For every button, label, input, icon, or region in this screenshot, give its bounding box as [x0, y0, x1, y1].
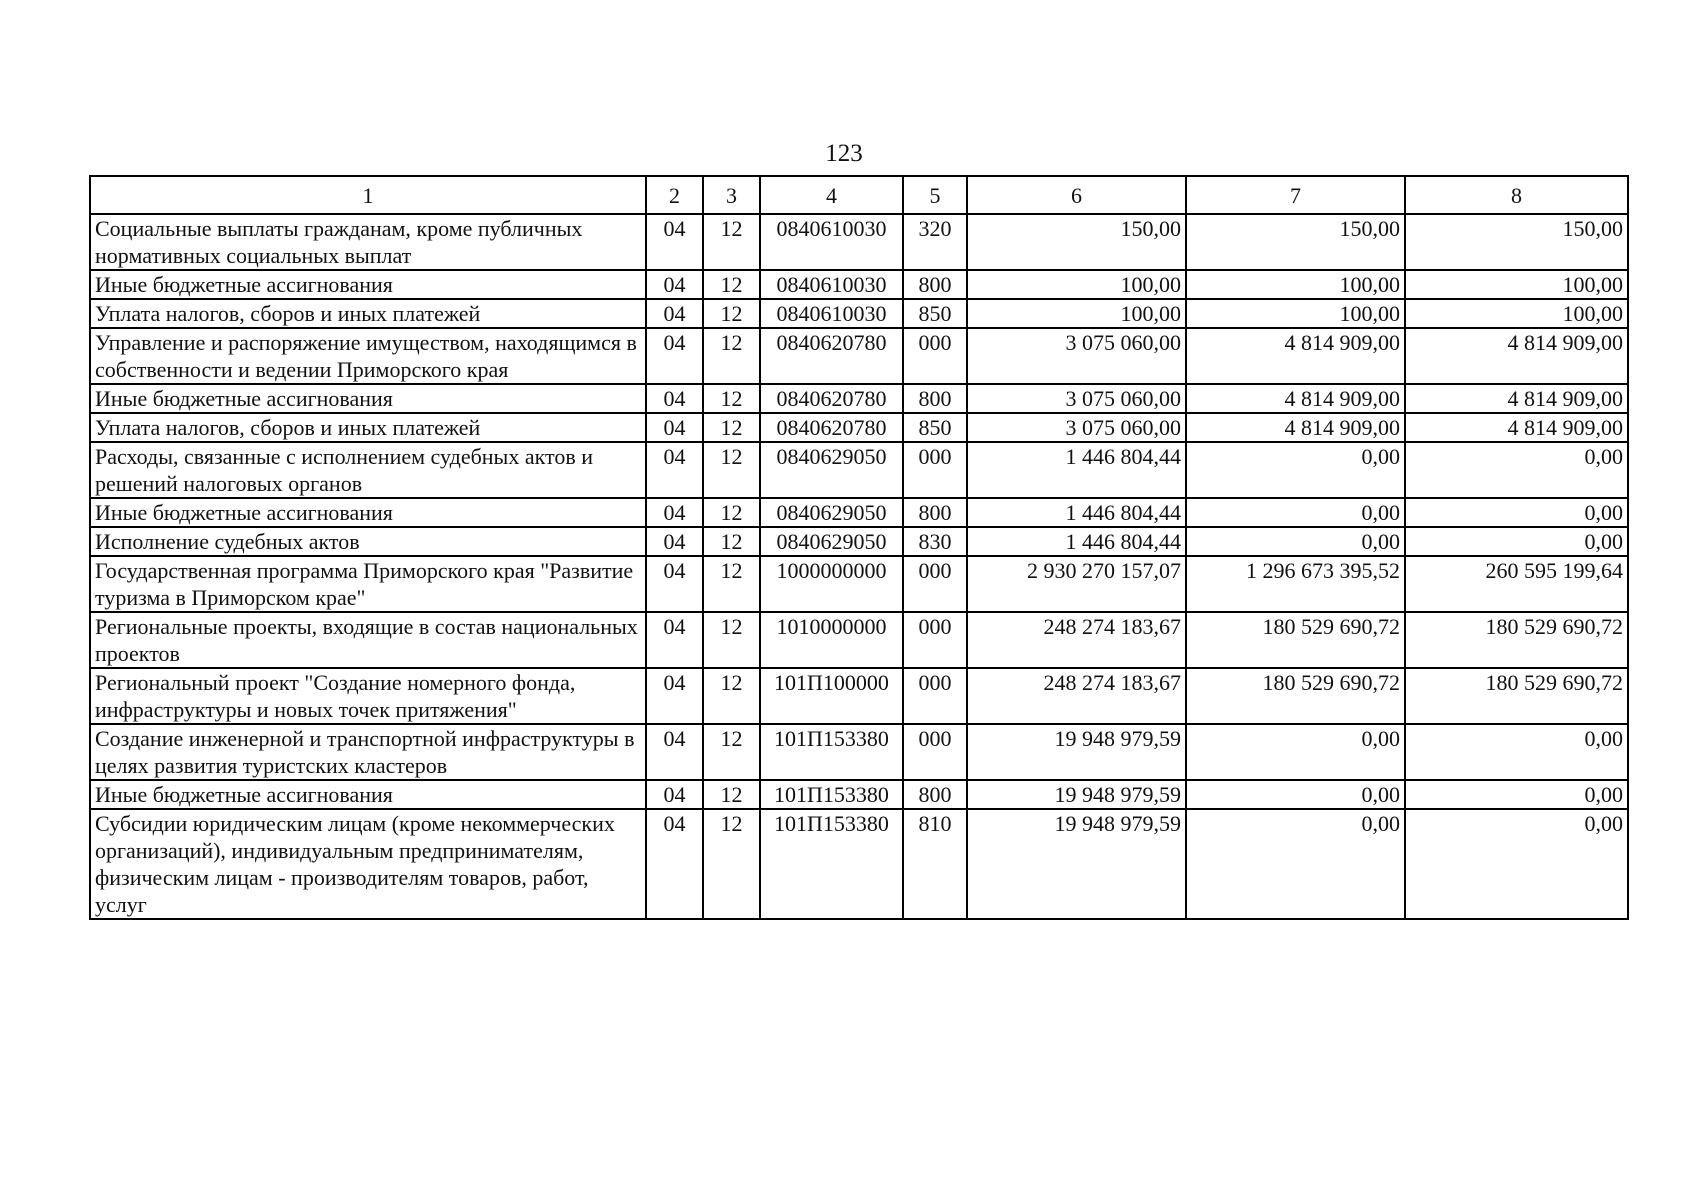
amount-year2-cell: 4 814 909,00 — [1186, 328, 1405, 384]
amount-year3-cell: 100,00 — [1405, 270, 1628, 299]
target-article-cell: 0840629050 — [760, 442, 903, 498]
section-code-cell: 04 — [646, 809, 703, 919]
row-name-cell: Расходы, связанные с исполнением судебных актов и решений налоговых органов — [90, 442, 646, 498]
amount-year1-cell: 19 948 979,59 — [967, 809, 1186, 919]
amount-year1-cell: 1 446 804,44 — [967, 498, 1186, 527]
amount-year1-cell: 248 274 183,67 — [967, 612, 1186, 668]
expense-type-cell: 000 — [903, 328, 967, 384]
section-code-cell: 04 — [646, 384, 703, 413]
row-name-cell: Региональные проекты, входящие в состав национальных проектов — [90, 612, 646, 668]
section-code-cell: 04 — [646, 556, 703, 612]
table-row — [90, 214, 1628, 270]
row-name-cell: Уплата налогов, сборов и иных платежей — [90, 413, 646, 442]
amount-year1-cell: 100,00 — [967, 299, 1186, 328]
column-header: 3 — [703, 176, 760, 214]
column-header: 5 — [903, 176, 967, 214]
table-row — [90, 527, 1628, 556]
amount-year1-cell: 1 446 804,44 — [967, 527, 1186, 556]
amount-year3-cell: 0,00 — [1405, 780, 1628, 809]
amount-year2-cell: 4 814 909,00 — [1186, 413, 1405, 442]
amount-year2-cell: 0,00 — [1186, 527, 1405, 556]
amount-year1-cell: 2 930 270 157,07 — [967, 556, 1186, 612]
table-row — [90, 384, 1628, 413]
amount-year3-cell: 150,00 — [1405, 214, 1628, 270]
amount-year3-cell: 0,00 — [1405, 442, 1628, 498]
row-name-cell: Государственная программа Приморского края "Развитие туризма в Приморском крае" — [90, 556, 646, 612]
section-code-cell: 04 — [646, 214, 703, 270]
section-code-cell: 04 — [646, 612, 703, 668]
amount-year2-cell: 0,00 — [1186, 498, 1405, 527]
expense-type-cell: 800 — [903, 384, 967, 413]
row-name-cell: Создание инженерной и транспортной инфраструктуры в целях развития туристских кластеров — [90, 724, 646, 780]
amount-year1-cell: 248 274 183,67 — [967, 668, 1186, 724]
amount-year1-cell: 3 075 060,00 — [967, 384, 1186, 413]
amount-year3-cell: 180 529 690,72 — [1405, 612, 1628, 668]
amount-year2-cell: 1 296 673 395,52 — [1186, 556, 1405, 612]
section-code-cell: 04 — [646, 328, 703, 384]
table-row — [90, 270, 1628, 299]
target-article-cell: 1010000000 — [760, 612, 903, 668]
table-row — [90, 556, 1628, 612]
row-name-cell: Исполнение судебных актов — [90, 527, 646, 556]
target-article-cell: 0840629050 — [760, 498, 903, 527]
target-article-cell: 0840610030 — [760, 214, 903, 270]
row-name-cell: Иные бюджетные ассигнования — [90, 780, 646, 809]
expense-type-cell: 800 — [903, 780, 967, 809]
section-code-cell: 04 — [646, 413, 703, 442]
table-row — [90, 668, 1628, 724]
amount-year3-cell: 100,00 — [1405, 299, 1628, 328]
row-name-cell: Иные бюджетные ассигнования — [90, 270, 646, 299]
amount-year1-cell: 19 948 979,59 — [967, 780, 1186, 809]
expense-type-cell: 850 — [903, 299, 967, 328]
expense-type-cell: 000 — [903, 724, 967, 780]
section-code-cell: 04 — [646, 668, 703, 724]
expense-type-cell: 000 — [903, 668, 967, 724]
amount-year2-cell: 180 529 690,72 — [1186, 612, 1405, 668]
target-article-cell: 101П153380 — [760, 809, 903, 919]
target-article-cell: 0840629050 — [760, 527, 903, 556]
target-article-cell: 0840620780 — [760, 413, 903, 442]
amount-year3-cell: 4 814 909,00 — [1405, 328, 1628, 384]
target-article-cell: 1000000000 — [760, 556, 903, 612]
target-article-cell: 101П153380 — [760, 780, 903, 809]
amount-year2-cell: 150,00 — [1186, 214, 1405, 270]
table-body — [90, 214, 1628, 919]
subsection-code-cell: 12 — [703, 328, 760, 384]
table-row — [90, 299, 1628, 328]
amount-year2-cell: 0,00 — [1186, 442, 1405, 498]
amount-year3-cell: 0,00 — [1405, 498, 1628, 527]
column-header: 2 — [646, 176, 703, 214]
expense-type-cell: 800 — [903, 270, 967, 299]
amount-year3-cell: 260 595 199,64 — [1405, 556, 1628, 612]
subsection-code-cell: 12 — [703, 556, 760, 612]
target-article-cell: 0840620780 — [760, 328, 903, 384]
amount-year1-cell: 1 446 804,44 — [967, 442, 1186, 498]
amount-year1-cell: 3 075 060,00 — [967, 328, 1186, 384]
amount-year3-cell: 180 529 690,72 — [1405, 668, 1628, 724]
row-name-cell: Уплата налогов, сборов и иных платежей — [90, 299, 646, 328]
expense-type-cell: 850 — [903, 413, 967, 442]
budget-table — [89, 175, 1629, 920]
amount-year1-cell: 3 075 060,00 — [967, 413, 1186, 442]
column-header: 4 — [760, 176, 903, 214]
subsection-code-cell: 12 — [703, 498, 760, 527]
column-header: 8 — [1405, 176, 1628, 214]
expense-type-cell: 000 — [903, 442, 967, 498]
subsection-code-cell: 12 — [703, 724, 760, 780]
section-code-cell: 04 — [646, 780, 703, 809]
amount-year1-cell: 100,00 — [967, 270, 1186, 299]
subsection-code-cell: 12 — [703, 384, 760, 413]
amount-year2-cell: 100,00 — [1186, 299, 1405, 328]
subsection-code-cell: 12 — [703, 527, 760, 556]
amount-year2-cell: 180 529 690,72 — [1186, 668, 1405, 724]
table-row — [90, 498, 1628, 527]
column-header: 6 — [967, 176, 1186, 214]
subsection-code-cell: 12 — [703, 270, 760, 299]
subsection-code-cell: 12 — [703, 780, 760, 809]
amount-year2-cell: 100,00 — [1186, 270, 1405, 299]
amount-year3-cell: 0,00 — [1405, 527, 1628, 556]
row-name-cell: Управление и распоряжение имуществом, находящимся в собственности и ведении Приморского края — [90, 328, 646, 384]
row-name-cell: Субсидии юридическим лицам (кроме некоммерческих организаций), индивидуальным предпринимателям, физическим лицам - производителям товаров, работ, услуг — [90, 809, 646, 919]
amount-year3-cell: 0,00 — [1405, 809, 1628, 919]
section-code-cell: 04 — [646, 442, 703, 498]
header-row — [90, 176, 1628, 214]
subsection-code-cell: 12 — [703, 809, 760, 919]
table-row — [90, 809, 1628, 919]
page-number: 123 — [825, 140, 863, 167]
target-article-cell: 101П153380 — [760, 724, 903, 780]
section-code-cell: 04 — [646, 498, 703, 527]
expense-type-cell: 810 — [903, 809, 967, 919]
expense-type-cell: 000 — [903, 612, 967, 668]
amount-year2-cell: 0,00 — [1186, 780, 1405, 809]
table-row — [90, 328, 1628, 384]
row-name-cell: Региональный проект "Создание номерного фонда, инфраструктуры и новых точек притяжения" — [90, 668, 646, 724]
expense-type-cell: 320 — [903, 214, 967, 270]
subsection-code-cell: 12 — [703, 214, 760, 270]
subsection-code-cell: 12 — [703, 612, 760, 668]
amount-year3-cell: 4 814 909,00 — [1405, 413, 1628, 442]
expense-type-cell: 830 — [903, 527, 967, 556]
table-row — [90, 724, 1628, 780]
target-article-cell: 0840610030 — [760, 299, 903, 328]
subsection-code-cell: 12 — [703, 299, 760, 328]
section-code-cell: 04 — [646, 299, 703, 328]
row-name-cell: Иные бюджетные ассигнования — [90, 498, 646, 527]
amount-year2-cell: 0,00 — [1186, 724, 1405, 780]
amount-year3-cell: 4 814 909,00 — [1405, 384, 1628, 413]
table-row — [90, 780, 1628, 809]
target-article-cell: 0840610030 — [760, 270, 903, 299]
amount-year3-cell: 0,00 — [1405, 724, 1628, 780]
row-name-cell: Иные бюджетные ассигнования — [90, 384, 646, 413]
section-code-cell: 04 — [646, 527, 703, 556]
expense-type-cell: 800 — [903, 498, 967, 527]
subsection-code-cell: 12 — [703, 668, 760, 724]
subsection-code-cell: 12 — [703, 442, 760, 498]
amount-year1-cell: 150,00 — [967, 214, 1186, 270]
target-article-cell: 101П100000 — [760, 668, 903, 724]
amount-year2-cell: 4 814 909,00 — [1186, 384, 1405, 413]
subsection-code-cell: 12 — [703, 413, 760, 442]
amount-year1-cell: 19 948 979,59 — [967, 724, 1186, 780]
table-row — [90, 413, 1628, 442]
column-header: 1 — [90, 176, 646, 214]
section-code-cell: 04 — [646, 270, 703, 299]
row-name-cell: Социальные выплаты гражданам, кроме публичных нормативных социальных выплат — [90, 214, 646, 270]
target-article-cell: 0840620780 — [760, 384, 903, 413]
section-code-cell: 04 — [646, 724, 703, 780]
amount-year2-cell: 0,00 — [1186, 809, 1405, 919]
table-row — [90, 442, 1628, 498]
expense-type-cell: 000 — [903, 556, 967, 612]
column-header: 7 — [1186, 176, 1405, 214]
table-row — [90, 612, 1628, 668]
